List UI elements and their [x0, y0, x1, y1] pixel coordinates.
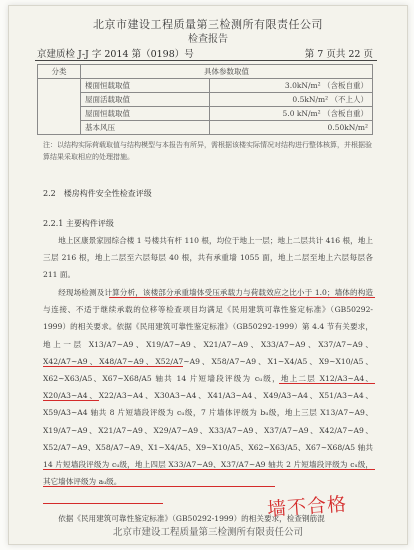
paragraph-continued: 依据《民用建筑可靠性鉴定标准》（GB50292-1999）的相关要求，检查钢筋混 [58, 514, 325, 523]
paragraph-member-count: 地上区康景家园综合楼 1 号楼共有杆 110 根，均位于地上一层；地上二层共计 416 根，地上三层 216 根，地上二层至六层每层 40 根，共有承重墙 1055 面，地上二层至地上六层每层各 211 面。 [43, 236, 373, 280]
page-info: 第 7 页共 22 页 [304, 49, 373, 60]
table-cell-value: 0.5kN/m² （不上人） [210, 93, 373, 107]
red-underline [109, 297, 375, 298]
table-header-row [38, 65, 373, 79]
table-cell-item: 基本风压 [81, 121, 210, 135]
report-title: 检查报告 [188, 34, 228, 45]
footer-company: 北京市建设工程质量第三检测所有限责任公司 [112, 527, 303, 538]
table-cell-value: 0.50kN/m² [210, 121, 373, 135]
table-cell-item: 屋面活载取值 [81, 93, 210, 107]
table-row [38, 107, 373, 121]
subsection-heading: 2.2.1 主要构件评级 [43, 219, 114, 228]
red-underline [43, 503, 163, 504]
red-underline [279, 383, 375, 384]
handwritten-annotation: 墙不合格 [266, 493, 348, 521]
header-rule [35, 60, 377, 61]
table-row [38, 79, 373, 93]
section-heading: 2.2 楼房构件安全性检查评级 [43, 189, 152, 198]
table-cell-item: 楼面恒载取值 [81, 79, 210, 93]
table-cell-item: 屋面恒载取值 [81, 107, 210, 121]
table-row [38, 93, 373, 107]
red-underline [43, 486, 275, 487]
load-parameter-table [37, 64, 373, 135]
table-cell-value: 5.0 kN/m² （含板自重） [210, 107, 373, 121]
red-underline [43, 366, 183, 367]
report-page [8, 5, 408, 545]
company-header: 北京市建设工程质量第三检测所有限责任公司 [93, 18, 323, 31]
red-underline [43, 469, 375, 470]
table-cell-value: 3.0kN/m² （含板自重） [210, 79, 373, 93]
table-note: 注：以结构实际荷载取值与结构模型与本报告有所异，需根据该楼实际情况对结构进行整体核算，并根据验算结果采取相应的处理措施。 [43, 141, 372, 161]
paragraph-wall-rating: 经现场检测及计算分析，该楼部分承重墙体受压承载力与荷载效应之比小于 1.0；墙体的构造与连接、不适于继续承载的位移等检查项目均满足《民用建筑可靠性鉴定标准》（GB50292-1999）的相关要求。依据《民用建筑可靠性鉴定标准》（GB50292-1999）第 4.4 节有关要求，地上一层 X13/A7~A9、X19/A7~A9、X21/A7~A9、X33/A7~A9、X37/A7~A9、X42/A7~A9、X48/A7~A9、X52/A7~A9、X58/A7~A9、X1~X4/A5、X9~X10/A5、X62~X63/A5、X67~X68/A5 轴共 14 片短墙段评级为 cᵤ级，地上二层 X12/A3~A4、X20/A3~A4、X22/A3~A4、X30A3~A4、X41/A3~A4、X49/A3~A4、X51/A3~A4、X59/A3~A4 轴共 8 片短墙段评级为 cᵤ级，7 片墙体评级为 bᵤ级，地上三层 X13/A7~A9、X19/A7~A9、X21/A7~A9、X29/A7~A9、X33/A7~A9、X37/A7~A9、X42/A7~A9、X52/A7~A9、X58/A7~A9、X1~X4/A5、X9~X10/A5、X62~X63/A5、X67~X68/A5 轴共 14 片短墙段评级为 cᵤ级，地上四层 X33/A7~A9、X37/A7~A9 轴共 2 片短墙段评级为 cᵤ级，其它墙体评级为 aᵤ级。 [43, 288, 373, 487]
category-header: 分类 [38, 65, 81, 79]
report-number: 京建质检 J-J 字 2014 第（0198）号 [37, 49, 194, 60]
red-underline [43, 400, 99, 401]
table-row [38, 121, 373, 135]
category-cell [38, 79, 81, 135]
params-header: 具体参数取值 [81, 65, 373, 79]
